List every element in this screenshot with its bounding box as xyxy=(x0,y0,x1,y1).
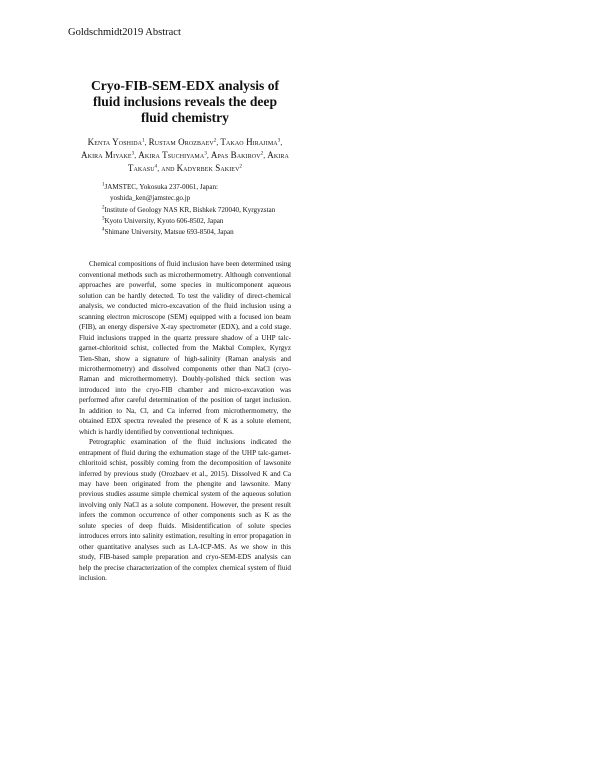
author: Apas Bakirov$^2$, xyxy=(210,150,268,160)
affiliation: $^4$Shimane University, Matsue 693-8504, Japan xyxy=(102,227,234,237)
paper-title: Cryo-FIB-SEM-EDX analysis of fluid inclusions reveals the deep fluid chemistry xyxy=(90,78,280,125)
affiliation-email: yoshida_ken@jamstec.go.jp xyxy=(110,194,191,203)
author-list xyxy=(79,136,291,175)
author: Takao Hirajima$^3$, xyxy=(220,137,283,147)
page-header: Goldschmidt2019 Abstract xyxy=(68,27,181,38)
author: Rustam Orozbaev$^2$, xyxy=(148,137,221,147)
affiliation: $^2$Institute of Geology NAS KR, Bishkek 720040, Kyrgyzstan xyxy=(102,205,276,214)
author: Akira Tsuchiyama$^3$, xyxy=(138,150,209,160)
author: Akira Miyake$^3$, xyxy=(81,150,139,160)
paragraph: Petrographic examination of the fluid inclusions indicated the entrapment of fluid during the exhumation stage of the UHP talc-garnet-chloritoid schist, possibly coming from the decomposition of lawsonite inferred by previous study (Orozbaev et al., 2015). Dissolved K and Ca may have been originated from the phengite and lawsonite. Many previous studies assume simple chemical system of the aqueous solution involving only NaCl as a solute component. However, the present result infers the common occurrence of other components such as K as the solute species of deep fluids. Misidentification of solute species introduces errors into salinity estimation, resulting in error propagation in other quantitative analyses such as LA-ICP-MS. As we show in this study, FIB-based sample preparation and cryo-SEM-EDS analysis can help the precise characterization of the complex chemical system of fluid inclusion. xyxy=(79,438,291,583)
abstract-column xyxy=(79,78,291,584)
author-conjunction: and xyxy=(161,163,175,173)
author: Kadyrbek Sakiev$^2$ xyxy=(176,163,243,173)
affiliation: $^1$JAMSTEC, Yokosuka 237-0061, Japan: xyxy=(102,182,219,191)
abstract-body xyxy=(79,259,291,583)
author: Kenta Yoshida$^1$, xyxy=(87,137,149,147)
affiliations xyxy=(79,182,291,238)
affiliation: $^3$Kyoto University, Kyoto 606-8502, Japan xyxy=(102,216,224,225)
paragraph: Chemical compositions of fluid inclusion have been determined using conventional methods such as microthermometry. Although conventional approaches are powerful, some species in multicomponent aqueous solution can be hardly detected. To test the validity of direct-chemical analysis, we conducted micro-excavation of the fluid inclusion using a scanning electron microscope (SEM) equipped with a focused ion beam (FIB), an energy dispersive X-ray spectrometer (EDX), and a cold stage. Fluid inclusions trapped in the quartz pressure shadow of a UHP talc-garnet-chloritoid schist, collected from the Makbal Complex, Kyrgyz Tien-Shan, show a signature of high-salinity (Raman analysis and microthermometry) and dissolved components other than NaCl (cryo-Raman and microthermometry). Doubly-polished thick section was introduced into the cryo-FIB chamber and micro-excavation was performed after careful determination of the position of target inclusion. In addition to Na, Cl, and Ca inferred from microthermometry, the obtained EDX spectra revealed the presence of K as a solute element, which is hardly identified by conventional techniques. xyxy=(79,260,291,436)
author: Akira Takasu$^4$, xyxy=(127,150,289,173)
